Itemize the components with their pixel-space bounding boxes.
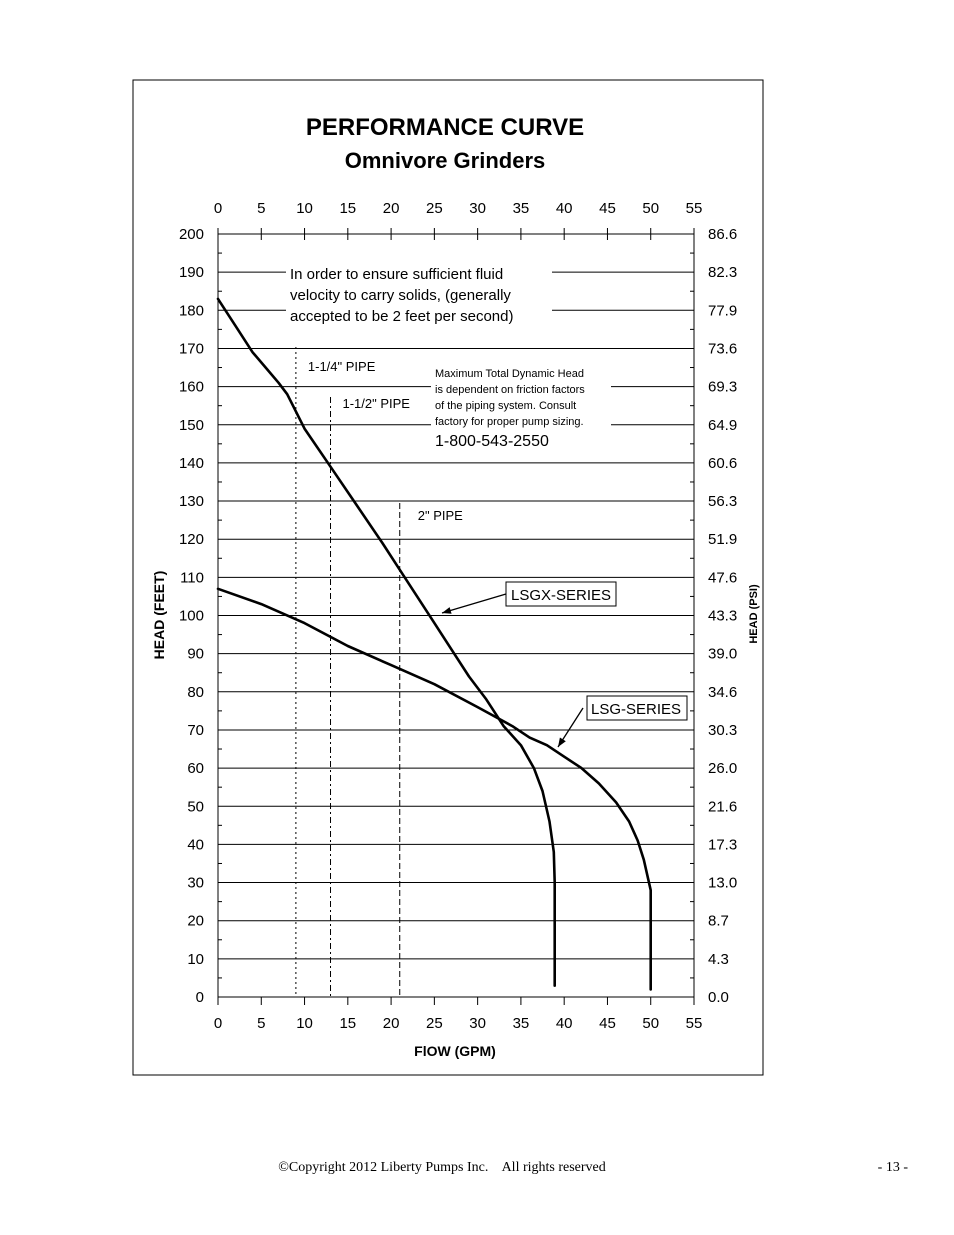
y-tick-label: 80 bbox=[187, 683, 204, 701]
velocity-note-line: In order to ensure sufficient fluid bbox=[290, 266, 504, 283]
y2-tick-label: 60.6 bbox=[708, 454, 738, 472]
y-tick-label: 10 bbox=[187, 950, 204, 968]
y-axis-label: HEAD (FEET) bbox=[151, 570, 167, 660]
velocity-note-line: velocity to carry solids, (generally bbox=[290, 287, 511, 304]
y-tick-label: 70 bbox=[187, 721, 204, 739]
tdh-note-line: factory for proper pump sizing. bbox=[435, 416, 584, 428]
y2-tick-label: 64.9 bbox=[708, 416, 738, 434]
x-tick-label: 0 bbox=[213, 1015, 223, 1032]
series-callout-line bbox=[442, 594, 506, 613]
x-tick-label: 50 bbox=[642, 1015, 660, 1032]
series-line bbox=[218, 589, 651, 990]
y2-tick-label: 34.6 bbox=[708, 683, 738, 701]
y-tick-label: 150 bbox=[178, 416, 204, 434]
y-tick-label: 90 bbox=[187, 645, 204, 663]
y2-tick-label: 0.0 bbox=[708, 989, 729, 1006]
x2-tick-label: 35 bbox=[512, 200, 530, 217]
y2-tick-label: 8.7 bbox=[708, 912, 729, 930]
y-tick-label: 100 bbox=[178, 607, 204, 625]
phone-number: 1-800-543-2550 bbox=[435, 433, 549, 450]
x2-tick-label: 30 bbox=[469, 200, 486, 217]
x-tick-label: 55 bbox=[685, 1015, 703, 1032]
y-tick-label: 20 bbox=[187, 912, 204, 930]
x2-tick-label: 55 bbox=[685, 200, 703, 217]
x2-tick-label: 20 bbox=[382, 200, 400, 217]
pipe-label: 2" PIPE bbox=[417, 508, 463, 523]
y2-tick-label: 13.0 bbox=[708, 874, 738, 892]
velocity-note-line: accepted to be 2 feet per second) bbox=[290, 308, 514, 325]
y2-tick-label: 4.3 bbox=[708, 950, 729, 968]
x2-tick-label: 25 bbox=[426, 200, 443, 217]
x2-tick-label: 0 bbox=[213, 200, 223, 217]
page-number: - 13 - bbox=[877, 1160, 908, 1175]
y-tick-label: 0 bbox=[195, 989, 204, 1006]
series-label: LSGX-SERIES bbox=[511, 587, 612, 604]
x2-tick-label: 5 bbox=[257, 200, 266, 217]
x2-tick-label: 40 bbox=[555, 200, 573, 217]
y2-tick-label: 21.6 bbox=[708, 798, 738, 816]
y2-axis-label: HEAD (PSI) bbox=[748, 584, 760, 644]
x-tick-label: 40 bbox=[555, 1015, 573, 1032]
y-tick-label: 140 bbox=[178, 454, 204, 472]
pipe-label: 1-1/4" PIPE bbox=[307, 359, 376, 374]
chart-subtitle: Omnivore Grinders bbox=[344, 148, 546, 173]
y2-tick-label: 86.6 bbox=[708, 226, 738, 243]
y2-tick-label: 51.9 bbox=[708, 531, 738, 549]
series-callout-arrow bbox=[558, 738, 566, 748]
y-tick-label: 40 bbox=[187, 836, 204, 854]
y-tick-label: 110 bbox=[180, 569, 204, 587]
y-tick-label: 60 bbox=[187, 760, 204, 778]
y2-tick-label: 69.3 bbox=[708, 378, 738, 396]
y2-tick-label: 56.3 bbox=[708, 493, 738, 511]
y2-tick-label: 39.0 bbox=[708, 645, 738, 663]
copyright-footer: ©Copyright 2012 Liberty Pumps Inc. All rights reserved bbox=[278, 1160, 606, 1175]
x-tick-label: 35 bbox=[512, 1015, 530, 1032]
y-tick-label: 130 bbox=[178, 493, 204, 511]
x-tick-label: 10 bbox=[296, 1015, 313, 1032]
x2-tick-label: 50 bbox=[642, 200, 660, 217]
x-axis-label: FlOW (GPM) bbox=[414, 1043, 496, 1059]
y-tick-label: 190 bbox=[178, 264, 204, 282]
series-label: LSG-SERIES bbox=[591, 701, 682, 718]
y2-tick-label: 30.3 bbox=[708, 721, 738, 739]
x2-tick-label: 45 bbox=[599, 200, 616, 217]
x-tick-label: 20 bbox=[382, 1015, 400, 1032]
y2-tick-label: 43.3 bbox=[708, 607, 738, 625]
y-tick-label: 180 bbox=[178, 302, 204, 320]
y2-tick-label: 47.6 bbox=[708, 569, 738, 587]
chart-title: PERFORMANCE CURVE bbox=[305, 114, 585, 141]
x2-tick-label: 15 bbox=[339, 200, 357, 217]
y-tick-label: 170 bbox=[178, 340, 204, 358]
x-tick-label: 30 bbox=[469, 1015, 486, 1032]
pipe-label: 1-1/2" PIPE bbox=[342, 396, 410, 411]
y2-tick-label: 26.0 bbox=[708, 760, 738, 778]
y2-tick-label: 73.6 bbox=[708, 340, 738, 358]
y-tick-label: 120 bbox=[178, 531, 204, 549]
y2-tick-label: 77.9 bbox=[708, 302, 738, 320]
y-tick-label: 200 bbox=[178, 226, 204, 243]
y2-tick-label: 17.3 bbox=[708, 836, 738, 854]
series-callout-arrow bbox=[442, 607, 452, 614]
y-tick-label: 50 bbox=[187, 798, 204, 816]
y-tick-label: 30 bbox=[187, 874, 204, 892]
tdh-note-line: is dependent on friction factors bbox=[435, 384, 585, 396]
x-tick-label: 15 bbox=[339, 1015, 357, 1032]
x-tick-label: 25 bbox=[426, 1015, 443, 1032]
x-tick-label: 5 bbox=[257, 1015, 266, 1032]
tdh-note-line: Maximum Total Dynamic Head bbox=[435, 368, 584, 380]
tdh-note-line: of the piping system. Consult bbox=[435, 400, 577, 412]
y-tick-label: 160 bbox=[178, 378, 204, 396]
x2-tick-label: 10 bbox=[296, 200, 313, 217]
y2-tick-label: 82.3 bbox=[708, 264, 738, 282]
x-tick-label: 45 bbox=[599, 1015, 616, 1032]
